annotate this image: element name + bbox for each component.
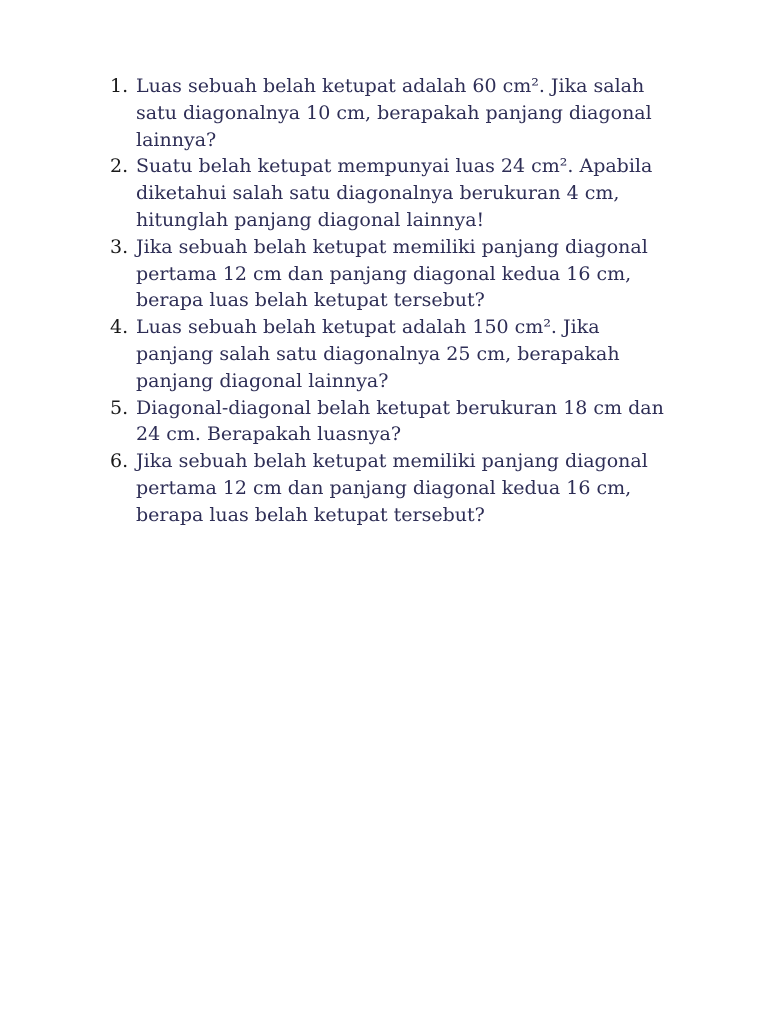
question-item	[110, 314, 670, 394]
question-list	[110, 73, 670, 529]
question-number: 6.	[110, 450, 129, 473]
question-number: 5.	[110, 396, 129, 419]
question-item	[110, 234, 670, 314]
question-text: Diagonal-diagonal belah ketupat berukuran 18 cm dan 24 cm. Berapakah luasnya?	[136, 396, 664, 446]
question-text: Jika sebuah belah ketupat memiliki panjang diagonal pertama 12 cm dan panjang diagonal kedua 16 cm, berapa luas belah ketupat tersebut?	[136, 450, 648, 526]
question-item	[110, 153, 670, 233]
question-number: 1.	[110, 75, 129, 97]
question-number: 2.	[110, 155, 129, 178]
question-number: 3.	[110, 235, 129, 258]
question-item	[110, 395, 670, 449]
question-text: Jika sebuah belah ketupat memiliki panjang diagonal pertama 12 cm dan panjang diagonal kedua 16 cm, berapa luas belah ketupat tersebut?	[136, 235, 648, 312]
question-text: Luas sebuah belah ketupat adalah 60 cm². Jika salah satu diagonalnya 10 cm, berapakah panjang diagonal lainnya?	[136, 75, 652, 151]
question-text: Luas sebuah belah ketupat adalah 150 cm². Jika panjang salah satu diagonalnya 25 cm, berapakah panjang diagonal lainnya?	[136, 316, 620, 392]
question-item	[110, 448, 670, 528]
question-text: Suatu belah ketupat mempunyai luas 24 cm². Apabila diketahui salah satu diagonalnya berukuran 4 cm, hitunglah panjang diagonal lainnya!	[136, 155, 653, 231]
question-item	[110, 73, 670, 153]
question-number: 4.	[110, 316, 129, 339]
